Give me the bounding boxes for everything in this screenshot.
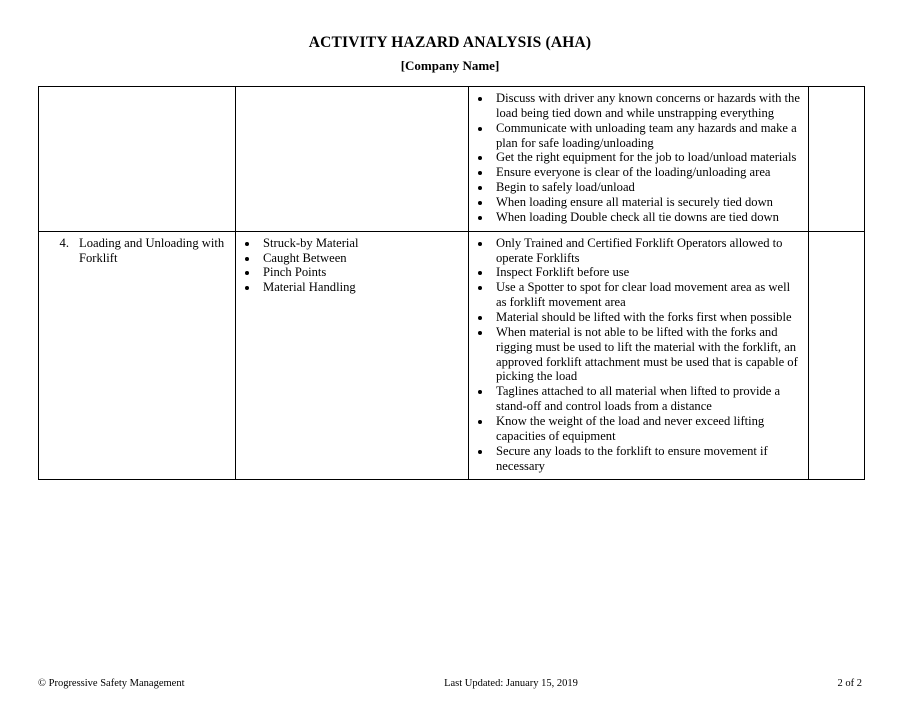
control-list [475, 236, 802, 474]
list-item: • Communicate with unloading team any hazards and make a plan for safe loading/unloading [492, 121, 802, 151]
raca-cell [809, 87, 865, 232]
list-item: • Secure any loads to the forklift to ensure movement if necessary [492, 444, 802, 474]
step-cell [39, 231, 236, 480]
activity-hazard-analysis-table [38, 86, 865, 480]
list-item: • Inspect Forklift before use [492, 265, 802, 280]
list-item: • Discuss with driver any known concerns or hazards with the load being tied down and while unstrapping everything [492, 91, 802, 121]
control-cell [469, 87, 809, 232]
list-item: • When loading ensure all material is securely tied down [492, 195, 802, 210]
page-footer [38, 678, 862, 689]
list-item: • Material should be lifted with the forks first when possible [492, 310, 802, 325]
page-title: ACTIVITY HAZARD ANALYSIS (AHA) [308, 34, 592, 51]
table-row [39, 87, 865, 232]
hazard-list [242, 236, 462, 295]
footer-page-number: 2 of 2 [837, 678, 862, 689]
hazard-cell [236, 87, 469, 232]
list-item: • Taglines attached to all material when lifted to provide a stand-off and control loads from a distance [492, 384, 802, 414]
control-list [475, 91, 802, 225]
list-item: • Ensure everyone is clear of the loading/unloading area [492, 165, 802, 180]
list-item: • When loading Double check all tie downs are tied down [492, 210, 802, 225]
control-cell [469, 231, 809, 480]
raca-cell [809, 231, 865, 480]
list-item: • Get the right equipment for the job to load/unload materials [492, 150, 802, 165]
list-item: • Only Trained and Certified Forklift Operators allowed to operate Forklifts [492, 236, 802, 266]
document-page [0, 34, 900, 727]
step-number: 4. [59, 235, 69, 250]
company-name-placeholder: [Company Name] [400, 58, 500, 73]
footer-copyright: © Progressive Safety Management [38, 678, 185, 689]
list-item: • When material is not able to be lifted with the forks and rigging must be used to lift the material with the forklift, an approved forklift attachment must be used that is capable of picking the load [492, 325, 802, 384]
list-item: • Material Handling [259, 280, 462, 295]
step-cell [39, 87, 236, 232]
list-item: • Begin to safely load/unload [492, 180, 802, 195]
footer-last-updated: Last Updated: January 15, 2019 [444, 678, 578, 689]
list-item: • Know the weight of the load and never exceed lifting capacities of equipment [492, 414, 802, 444]
list-item: • Pinch Points [259, 265, 462, 280]
list-item: • Use a Spotter to spot for clear load movement area as well as forklift movement area [492, 280, 802, 310]
step-description: Loading and Unloading with Forklift [79, 235, 225, 265]
table-row [39, 231, 865, 480]
list-item: • Caught Between [259, 251, 462, 266]
hazard-cell [236, 231, 469, 480]
list-item: • Struck-by Material [259, 236, 462, 251]
